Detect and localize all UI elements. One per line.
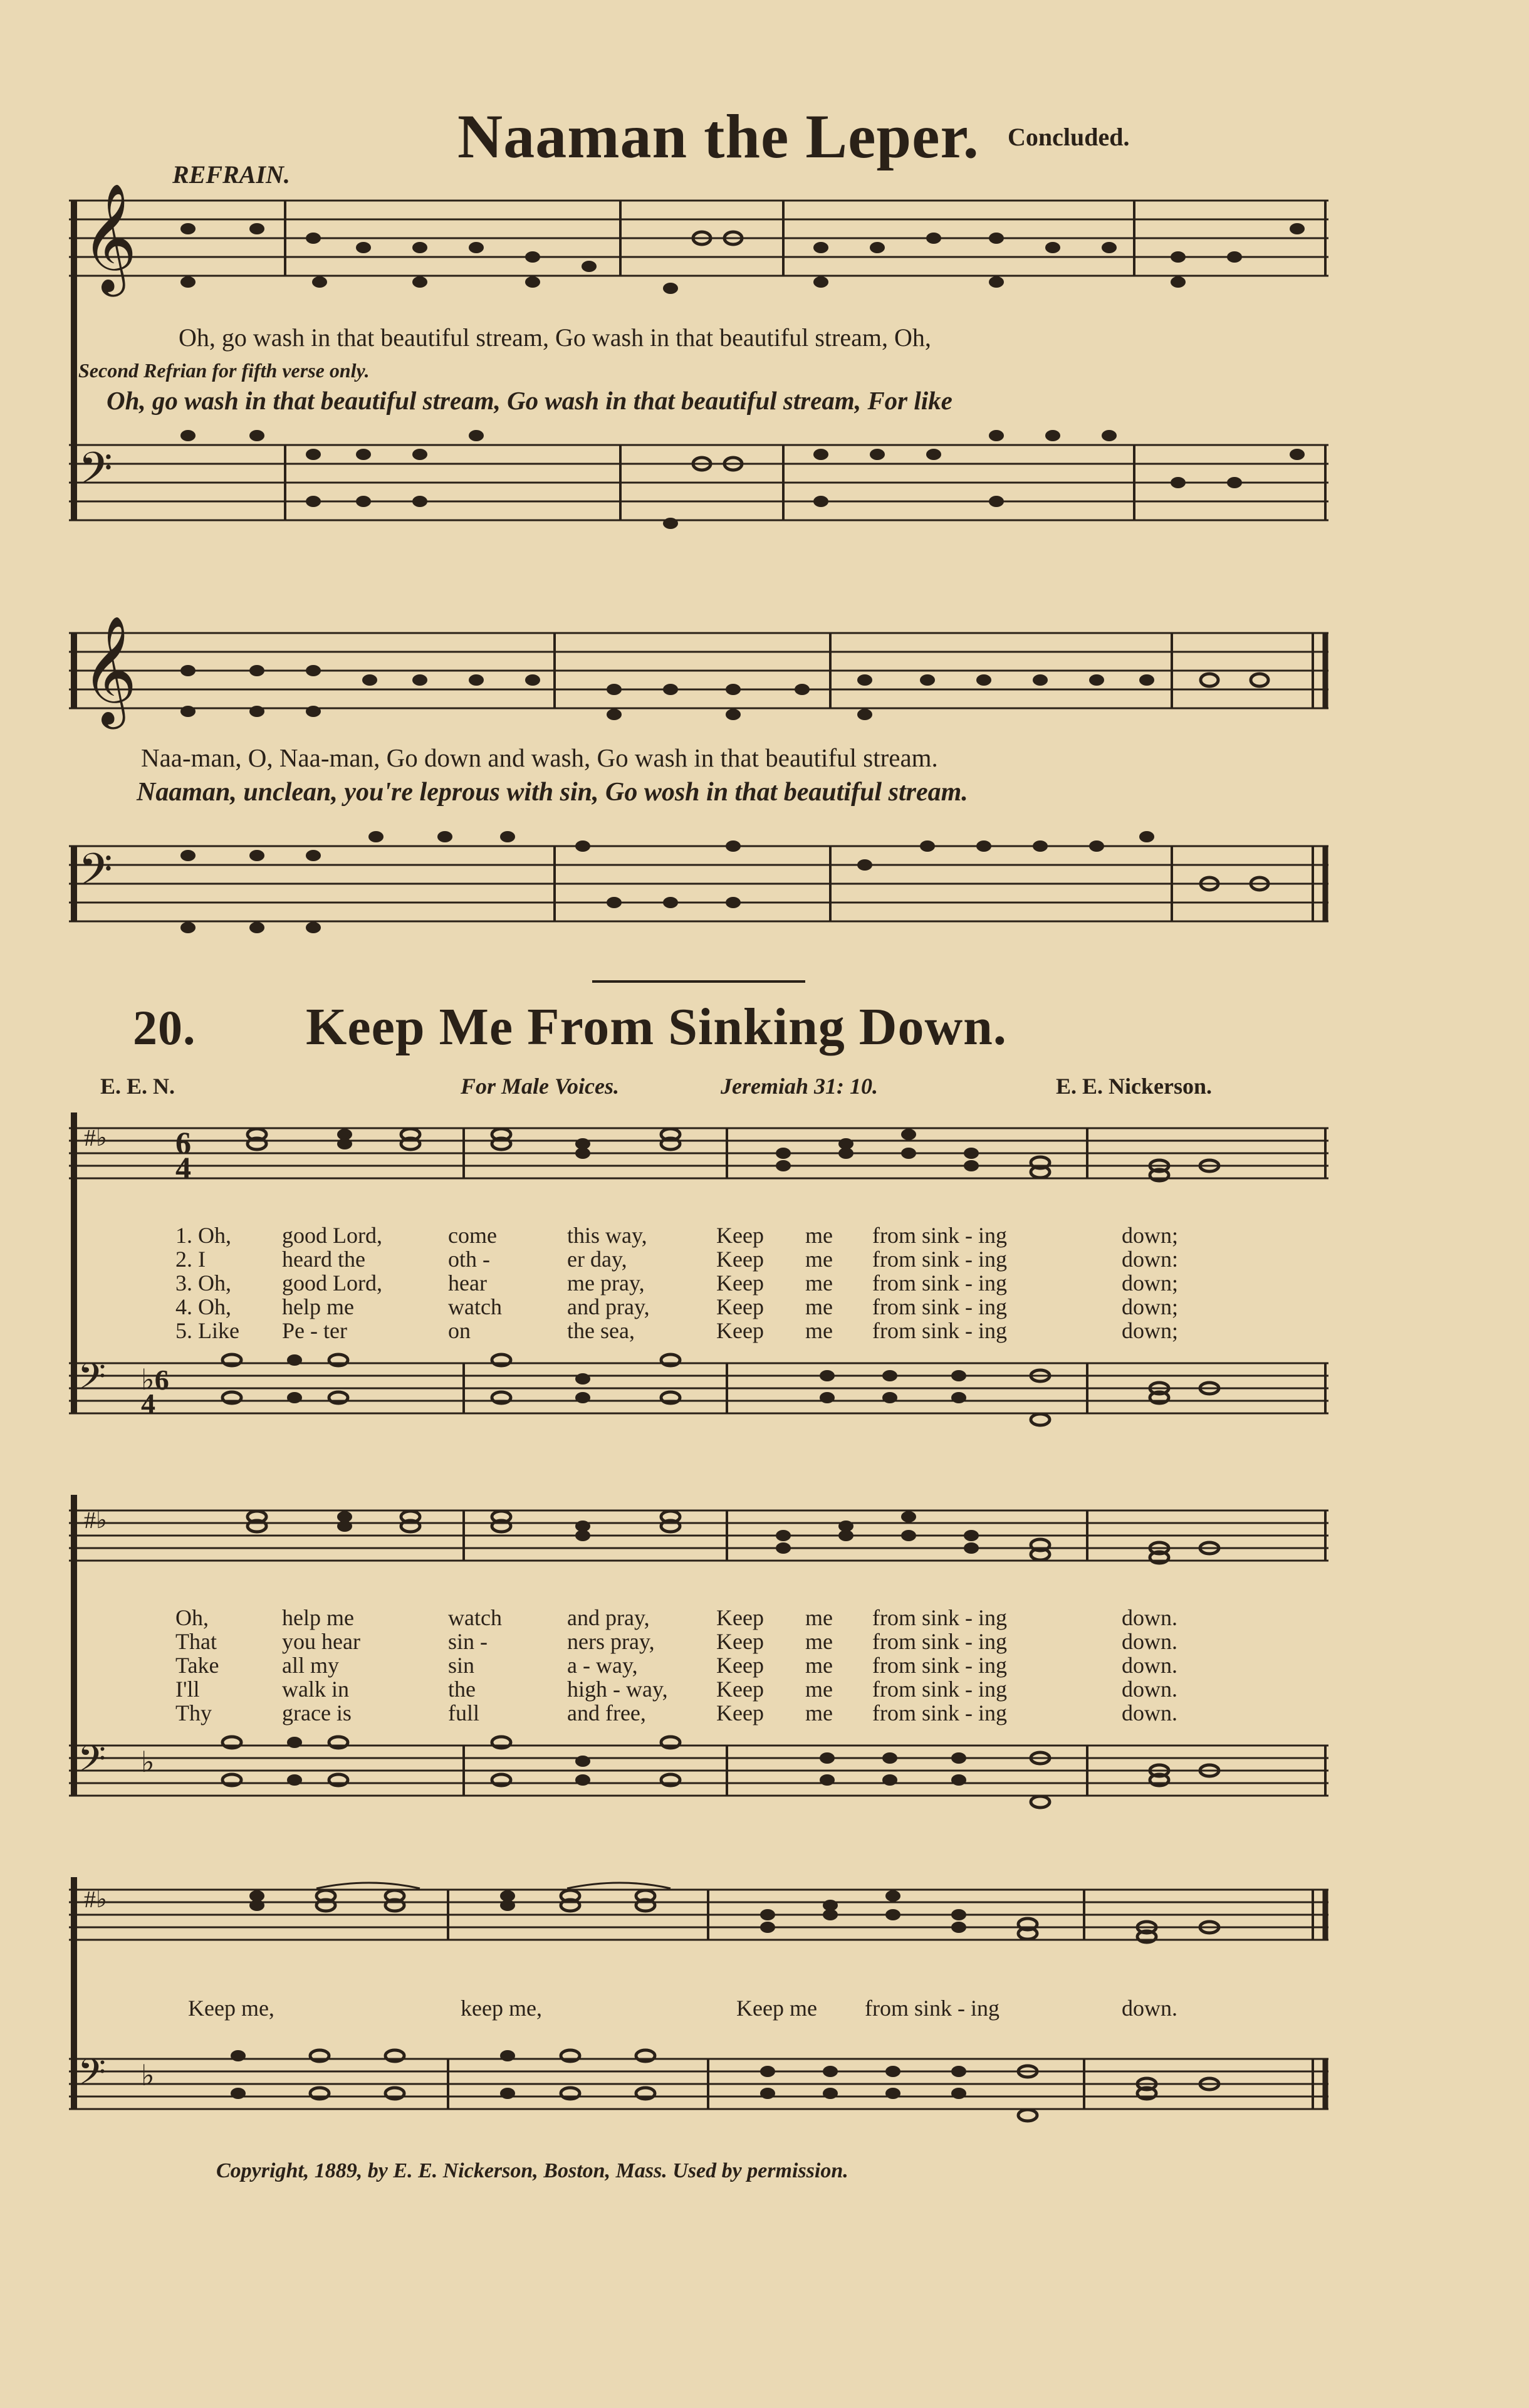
verse-word: down. (1122, 1653, 1177, 1678)
chorus-word: from sink - ing (865, 1996, 999, 2021)
verse-word: from sink - ing (872, 1223, 1007, 1248)
verse-word: Keep (716, 1700, 764, 1725)
verse-word: from sink - ing (872, 1677, 1007, 1702)
page-title: Naaman the Leper. (457, 102, 979, 171)
verse-word: Keep (716, 1247, 764, 1272)
verse-word: hear (448, 1270, 487, 1296)
verse-word: me (805, 1677, 833, 1702)
verse-word: the sea, (567, 1318, 635, 1343)
naaman-bass-staff-2 (69, 834, 1328, 953)
svg-text:4: 4 (141, 1388, 155, 1420)
hymn-treble-staff-2 (69, 1498, 1328, 1579)
verse-word: Thy (175, 1700, 212, 1725)
verse-word: down; (1122, 1270, 1178, 1296)
status-label: Concluded. (1008, 123, 1130, 151)
copyright-notice: Copyright, 1889, by E. E. Nickerson, Boston, Mass. Used by permission. (216, 2159, 848, 2182)
verse-word: me (805, 1270, 833, 1296)
naaman-lyric-line-3: Naa-man, O, Naa-man, Go down and wash, Go wash in that beautiful stream. (141, 743, 938, 772)
verse-word: Keep (716, 1605, 764, 1630)
verse-word: down. (1122, 1700, 1177, 1725)
section-divider (592, 980, 805, 983)
verse-word: oth - (448, 1247, 490, 1272)
chorus-word: Keep me (736, 1996, 817, 2021)
refrain-label: REFRAIN. (172, 160, 290, 189)
svg-text:#♭: #♭ (84, 1125, 107, 1151)
verse-word: me (805, 1605, 833, 1630)
verse-word: Keep (716, 1677, 764, 1702)
verse-word: me (805, 1700, 833, 1725)
hymn-title: Keep Me From Sinking Down. (306, 998, 1007, 1056)
svg-text:𝄢: 𝄢 (78, 844, 113, 906)
verse-word: full (448, 1700, 479, 1725)
verse-word: me (805, 1247, 833, 1272)
verse-word: from sink - ing (872, 1247, 1007, 1272)
verse-word: 5. Like (175, 1318, 239, 1343)
verse-word: help me (282, 1605, 354, 1630)
verse-word: down; (1122, 1223, 1178, 1248)
time-sig-top: 6 (175, 1125, 191, 1160)
verse-word: ners pray, (567, 1629, 655, 1654)
chorus-word: keep me, (461, 1996, 542, 2021)
verse-word: good Lord, (282, 1223, 382, 1248)
svg-text:#♭: #♭ (84, 1507, 107, 1534)
hymn-treble-staff-1 (69, 1116, 1328, 1197)
verse-word: down; (1122, 1294, 1178, 1319)
verse-word: Keep (716, 1653, 764, 1678)
verse-word: from sink - ing (872, 1605, 1007, 1630)
verse-word: walk in (282, 1677, 349, 1702)
verse-word: Keep (716, 1294, 764, 1319)
verse-word: me (805, 1318, 833, 1343)
verse-word: 4. Oh, (175, 1294, 231, 1319)
svg-text:𝄞: 𝄞 (81, 183, 137, 292)
svg-text:𝄢: 𝄢 (78, 1355, 107, 1406)
verse-word: sin - (448, 1629, 488, 1654)
svg-text:♭6: ♭6 (141, 1364, 169, 1396)
verse-word: on (448, 1318, 471, 1343)
verse-word: good Lord, (282, 1270, 382, 1296)
hymn-number: 20. (133, 1000, 196, 1055)
verse-word: Oh, (175, 1605, 209, 1630)
verse-word: 2. I (175, 1247, 206, 1272)
verse-word: me (805, 1223, 833, 1248)
naaman-lyric-line-4: Naaman, unclean, you're leprous with sin, Go wosh in that beautiful stream. (137, 778, 968, 807)
time-sig-bottom: 4 (175, 1150, 191, 1185)
verse-word: me (805, 1653, 833, 1678)
verse-word: Keep (716, 1223, 764, 1248)
naaman-treble-staff-2 (69, 615, 1328, 727)
verse-word: down. (1122, 1677, 1177, 1702)
second-refrain-label: Second Refrian for fifth verse only. (78, 359, 370, 382)
verse-word: from sink - ing (872, 1653, 1007, 1678)
verse-word: this way, (567, 1223, 647, 1248)
svg-text:♭: ♭ (141, 1746, 155, 1778)
verse-word: watch (448, 1605, 502, 1630)
verse-word: sin (448, 1653, 475, 1678)
naaman-lyric-line-2: Oh, go wash in that beautiful stream, Go wash in that beautiful stream, For like (107, 386, 952, 415)
svg-text:#♭: #♭ (84, 1887, 107, 1913)
verse-word: me pray, (567, 1270, 645, 1296)
naaman-lyric-line-1: Oh, go wash in that beautiful stream, Go wash in that beautiful stream, Oh, (179, 323, 931, 352)
hymn-voices: For Male Voices. (461, 1074, 620, 1099)
verse-word: me (805, 1294, 833, 1319)
verse-word: Keep (716, 1629, 764, 1654)
verse-word: er day, (567, 1247, 627, 1272)
verse-word: watch (448, 1294, 502, 1319)
hymn-composer: E. E. Nickerson. (1056, 1074, 1213, 1099)
verse-word: come (448, 1223, 497, 1248)
verse-word: heard the (282, 1247, 365, 1272)
verse-word: all my (282, 1653, 339, 1678)
verse-word: the (448, 1677, 476, 1702)
verse-word: and free, (567, 1700, 646, 1725)
verse-word: a - way, (567, 1653, 638, 1678)
verse-word: and pray, (567, 1294, 650, 1319)
verse-word: down. (1122, 1605, 1177, 1630)
verse-word: from sink - ing (872, 1629, 1007, 1654)
verse-word: help me (282, 1294, 354, 1319)
verse-word: from sink - ing (872, 1270, 1007, 1296)
verse-word: down; (1122, 1318, 1178, 1343)
chorus-word: Keep me, (188, 1996, 274, 2021)
verse-word: and pray, (567, 1605, 650, 1630)
verse-word: Keep (716, 1318, 764, 1343)
verse-word: from sink - ing (872, 1700, 1007, 1725)
hymn-author: E. E. N. (100, 1074, 175, 1099)
naaman-treble-staff-1 (69, 183, 1328, 295)
svg-text:𝄢: 𝄢 (78, 443, 113, 505)
verse-word: down: (1122, 1247, 1178, 1272)
hymn-bass-staff-2 (69, 1733, 1328, 1833)
verse-word: high - way, (567, 1677, 668, 1702)
verse-word: That (175, 1629, 217, 1654)
verse-word: grace is (282, 1700, 352, 1725)
verse-word: from sink - ing (872, 1318, 1007, 1343)
hymn-treble-staff-3 (69, 1877, 1328, 1959)
verse-word: Keep (716, 1270, 764, 1296)
svg-text:𝄞: 𝄞 (81, 615, 137, 725)
svg-text:𝄢: 𝄢 (78, 2051, 107, 2102)
verse-word: I'll (175, 1677, 200, 1702)
verse-word: me (805, 1629, 833, 1654)
verse-word: from sink - ing (872, 1294, 1007, 1319)
hymn-bass-staff-3 (69, 2046, 1328, 2147)
svg-text:♭: ♭ (141, 2060, 155, 2091)
verse-word: 3. Oh, (175, 1270, 231, 1296)
verse-word: Pe - ter (282, 1318, 347, 1343)
chorus-word: down. (1122, 1996, 1177, 2021)
verse-word: 1. Oh, (175, 1223, 231, 1248)
hymn-scripture: Jeremiah 31: 10. (721, 1074, 878, 1099)
naaman-bass-staff-1 (69, 432, 1328, 552)
verse-word: you hear (282, 1629, 360, 1654)
hymn-bass-staff-1 (69, 1351, 1328, 1451)
verse-word: Take (175, 1653, 219, 1678)
svg-text:𝄢: 𝄢 (78, 1737, 107, 1789)
verse-word: down. (1122, 1629, 1177, 1654)
